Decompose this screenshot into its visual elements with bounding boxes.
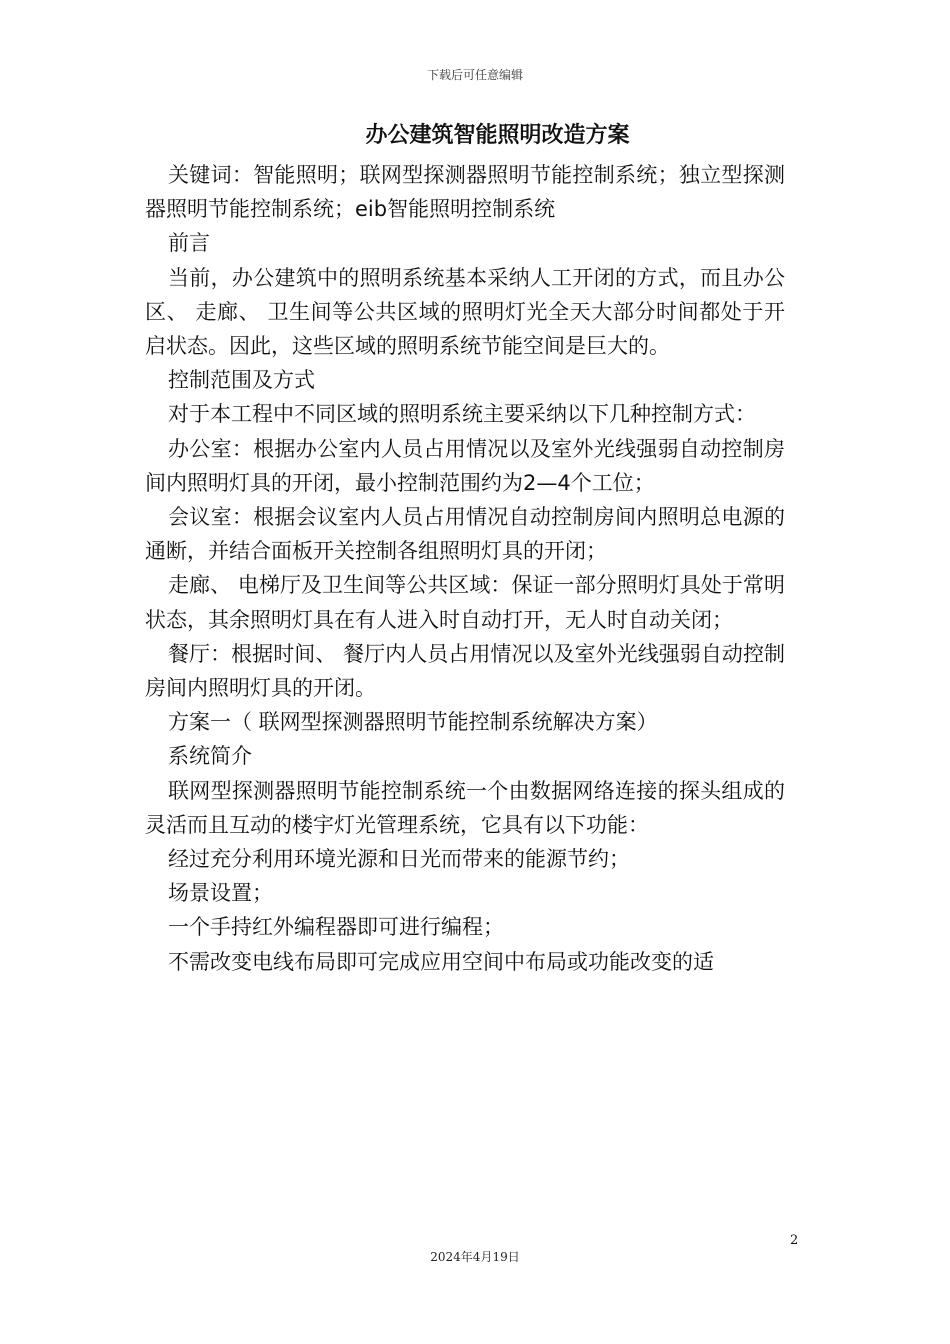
paragraph-feature-programmer: 一个手持红外编程器即可进行编程； [168,915,504,940]
paragraph-meeting-room: 会议室：根据会议室内人员占用情况自动控制房间内照明总电源的通断，并结合面板开关控制各组照明灯具的开闭； [145,505,785,564]
paragraph-keywords: 关键词：智能照明；联网型探测器照明节能控制系统；独立型探测器照明节能控制系统；eib智能照明控制系统 [145,163,785,222]
page-footer-date: 2024年4月19日 [430,1250,520,1264]
page-number: 2 [790,1233,799,1248]
paragraph-preface: 当前，办公建筑中的照明系统基本采纳人工开闭的方式，而且办公区、 走廊、 卫生间等公共区域的照明灯光全天大部分时间都处于开启状态。因此，这些区域的照明系统节能空间是巨大的。 [145,265,785,359]
heading-control-scope: 控制范围及方式 [168,368,315,393]
page-header: 下载后可任意编辑 [426,68,523,82]
paragraph-system-description: 联网型探测器照明节能控制系统一个由数据网络连接的探头组成的灵活而且互动的楼宇灯光管理系统，它具有以下功能： [145,778,785,837]
heading-system-intro: 系统简介 [168,744,252,769]
paragraph-feature-layout: 不需改变电线布局即可完成应用空间中布局或功能改变的适 [168,949,714,974]
paragraph-feature-energy: 经过充分利用环境光源和日光而带来的能源节约； [168,847,630,872]
paragraph-feature-scene: 场景设置； [168,881,273,906]
paragraph-office: 办公室：根据办公室内人员占用情况以及室外光线强弱自动控制房间内照明灯具的开闭，最小控制范围约为2—4个工位； [145,436,785,495]
paragraph-dining-hall: 餐厅：根据时间、 餐厅内人员占用情况以及室外光线强弱自动控制房间内照明灯具的开闭。 [145,641,785,701]
document-title: 办公建筑智能照明改造方案 [365,123,630,148]
heading-preface: 前言 [168,231,210,256]
document-body [145,158,785,979]
heading-plan-one: 方案一（ 联网型探测器照明节能控制系统解决方案） [168,710,658,735]
paragraph-public-areas: 走廊、 电梯厅及卫生间等公共区域：保证一部分照明灯具处于常明状态，其余照明灯具在有人进入时自动打开，无人时自动关闭； [145,573,785,632]
paragraph-control-intro: 对于本工程中不同区域的照明系统主要采纳以下几种控制方式： [168,402,756,427]
